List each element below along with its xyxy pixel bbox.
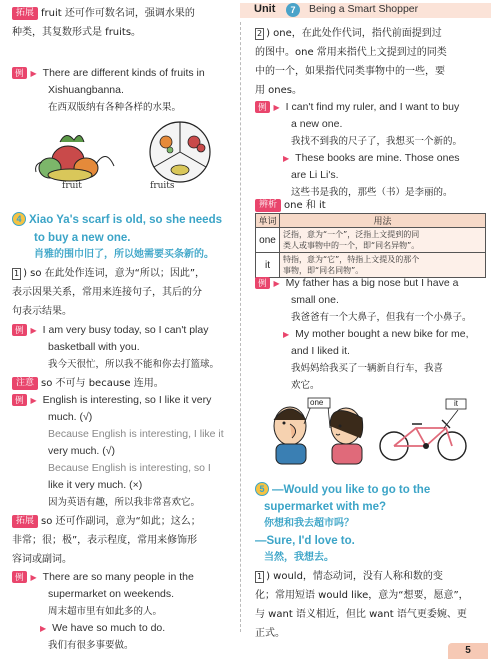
section-4-cn: 肖雅的围巾旧了，所以她需要买条新的。 (34, 249, 214, 260)
triangle-bullet-icon: ▶ (30, 69, 37, 78)
triangle-bullet-icon: ▶ (30, 573, 37, 582)
example-6-cn2: 我妈妈给我买了一辆新自行车，我喜 (291, 363, 444, 374)
example-5-en2: a new one. (291, 118, 343, 130)
page-number: 5 (448, 643, 488, 659)
example-4 (12, 569, 194, 586)
table-cell-usage (280, 253, 486, 278)
example-5 (255, 99, 459, 116)
fruit-pile-icon (30, 120, 230, 185)
caption-fruit: fruit (62, 181, 82, 191)
analysis-tag: 辨析 (255, 199, 281, 212)
expand-so-line1: so 还可作副词，意为“如此；这么； (41, 516, 201, 527)
note-number: 1 (14, 269, 20, 278)
note-2-line4: 用 ones。 (255, 85, 302, 96)
caution (12, 374, 164, 393)
example-1-cn: 在西双版纳有各种各样的水果。 (48, 102, 182, 113)
note-3-line1: ) would，情态动词，没有人称和数的变 (266, 571, 443, 582)
example-3-line3: Because English is interesting, I like it (48, 428, 224, 440)
pic-label-it: it (454, 399, 458, 408)
triangle-bullet-icon: ▶ (283, 154, 290, 163)
triangle-bullet-icon: ▶ (30, 326, 37, 335)
note-number: 1 (257, 572, 263, 581)
example-tag: 例 (255, 277, 270, 289)
example-6-cn3: 欢它。 (291, 380, 320, 391)
table-header-row (256, 214, 486, 228)
section-5-q1 (255, 481, 430, 499)
example-1 (12, 65, 205, 82)
usage-table (255, 213, 486, 278)
example-6-en3 (279, 326, 469, 343)
triangle-bullet-icon: ▶ (40, 624, 47, 633)
expand-text: fruit 还可作可数名词，强调水果的 (41, 8, 195, 19)
example-6 (255, 275, 458, 292)
usage-line: 类人或事物中的一个，即“同名异物”。 (283, 241, 420, 250)
example-tag: 例 (12, 67, 27, 79)
example-6-en4: and I liked it. (291, 345, 350, 357)
note-2 (255, 24, 442, 43)
example-3-line5: Because English is interesting, so I (48, 462, 211, 474)
usage-line: 特指，意为“它”，特指上文提及的那个 (283, 255, 420, 264)
note-3 (255, 567, 443, 586)
caption-fruits: fruits (150, 181, 175, 191)
note-3-line4: 正式。 (255, 628, 285, 639)
table-cell-word: one (256, 228, 280, 253)
example-tag: 例 (12, 324, 27, 336)
triangle-bullet-icon: ▶ (273, 279, 280, 288)
triangle-bullet-icon: ▶ (283, 330, 290, 339)
expand-so (12, 512, 201, 531)
note-3-line3: 与 want 语义相近，但比 want 语气更委婉、更 (255, 609, 467, 620)
triangle-bullet-icon: ▶ (30, 396, 37, 405)
expand-so-line3: 容词或副词。 (12, 554, 72, 565)
note-3-line2: 化；常用短语 would like，意为“想要，愿意”， (255, 590, 469, 601)
section-number-badge: 5 (255, 482, 269, 496)
pic-label-one: one (310, 398, 324, 407)
usage-line: 事物，即“同名同物”。 (283, 266, 364, 275)
example-tag: 例 (12, 571, 27, 583)
fruit-illustration (30, 120, 230, 195)
section-5-answer: —Sure, I'd love to. (255, 535, 355, 547)
example-en: I am very busy today, so I can't play (42, 324, 209, 336)
example-5-cn1: 我找不到我的尺子了，我想买一个新的。 (291, 136, 463, 147)
table-header-usage: 用法 (280, 214, 486, 228)
table-cell-usage (280, 228, 486, 253)
example-4-en3-text: We have so much to do. (52, 622, 166, 634)
example-5-en4: are Li Li's. (291, 169, 339, 181)
example-en: There are so many people in the (42, 571, 194, 583)
example-3-line6: like it very much. (×) (48, 479, 143, 491)
unit-number-badge: 7 (286, 3, 300, 17)
example-tag: 例 (12, 394, 27, 406)
note-2-line1: ) one，在此处作代词，指代前面提到过 (266, 28, 442, 39)
expand-tag: 拓展 (12, 7, 38, 20)
table-cell-word: it (256, 253, 280, 278)
table-header-word: 单词 (256, 214, 280, 228)
example-4-cn2: 我们有很多事要做。 (48, 640, 134, 651)
expand-fruit-2: 种类，其复数形式是 fruits。 (12, 27, 142, 38)
example-en: English is interesting, so I like it very (42, 394, 212, 406)
example-4-en3 (36, 620, 165, 637)
example-3 (12, 392, 211, 409)
unit-label: Unit (254, 3, 276, 15)
note-1 (12, 264, 205, 283)
example-3-cn: 因为英语有趣，所以我非常喜欢它。 (48, 497, 201, 508)
section-4-title-line1: Xiao Ya's scarf is old, so she needs (29, 214, 223, 226)
caution-tag: 注意 (12, 377, 38, 390)
section-5-q1-text: —Would you like to go to the (272, 484, 431, 496)
note-1-line2: 表示因果关系，常用来连接句子，其后的分 (12, 287, 202, 298)
example-5-en3 (279, 150, 460, 167)
expand-fruit (12, 4, 195, 23)
example-2 (12, 322, 208, 339)
example-tag: 例 (255, 101, 270, 113)
example-en: There are different kinds of fruits in (42, 67, 205, 79)
note-2-line3: 中的一个，如果指代同类事物中的一些，要 (255, 66, 445, 77)
example-3-line2: much. (√) (48, 411, 93, 423)
page-header (240, 0, 491, 21)
note-number: 2 (257, 29, 263, 38)
section-number-badge: 4 (12, 212, 26, 226)
table-row (256, 228, 486, 253)
example-2-en2: basketball with you. (48, 341, 140, 353)
column-divider (240, 22, 241, 632)
note-1-line1: ) so 在此处作连词，意为“所以；因此”， (23, 268, 206, 279)
example-2-cn: 我今天很忙，所以我不能和你去打篮球。 (48, 359, 220, 370)
example-en: My father has a big nose but I have a (285, 277, 459, 289)
section-4-title-line2: to buy a new one. (34, 232, 131, 244)
note-1-line3: 句表示结果。 (12, 306, 72, 317)
example-6-cn1: 我爸爸有一个大鼻子，但我有一个小鼻子。 (291, 312, 472, 323)
example-3-line4: very much. (√) (48, 445, 116, 457)
section-5-qcn: 你想和我去超市吗？ (264, 518, 354, 529)
section-4-title (12, 211, 222, 229)
section-5-q2: supermarket with me? (264, 501, 387, 513)
example-4-cn1: 周末超市里有如此多的人。 (48, 606, 163, 617)
table-row (256, 253, 486, 278)
example-4-en2: supermarket on weekends. (48, 588, 175, 600)
example-6-en3-text: My mother bought a new bike for me, (295, 328, 469, 340)
example-5-en3-text: These books are mine. Those ones (295, 152, 460, 164)
example-5-cn2: 这些书是我的，那些（书）是李丽的。 (291, 187, 453, 198)
nose-and-bike-illustration (266, 396, 481, 468)
triangle-bullet-icon: ▶ (273, 103, 280, 112)
expand-so-line2: 非常；很；极”，表示程度，常用来修饰形 (12, 535, 198, 546)
analysis-text: one 和 it (284, 200, 326, 211)
example-en: I can't find my ruler, and I want to buy (285, 101, 460, 113)
example-1-en2: Xishuangbanna. (48, 84, 124, 96)
usage-line: 泛指，意为“一个”，泛指上文提到的同 (283, 230, 420, 239)
example-6-en2: small one. (291, 294, 339, 306)
section-5-acn: 当然，我想去。 (264, 552, 334, 563)
expand-tag: 拓展 (12, 515, 38, 528)
unit-title: Being a Smart Shopper (309, 3, 419, 15)
caution-text: so 不可与 because 连用。 (41, 378, 164, 389)
note-2-line2: 的图中。one 常用来指代上文提到过的同类 (255, 47, 447, 58)
